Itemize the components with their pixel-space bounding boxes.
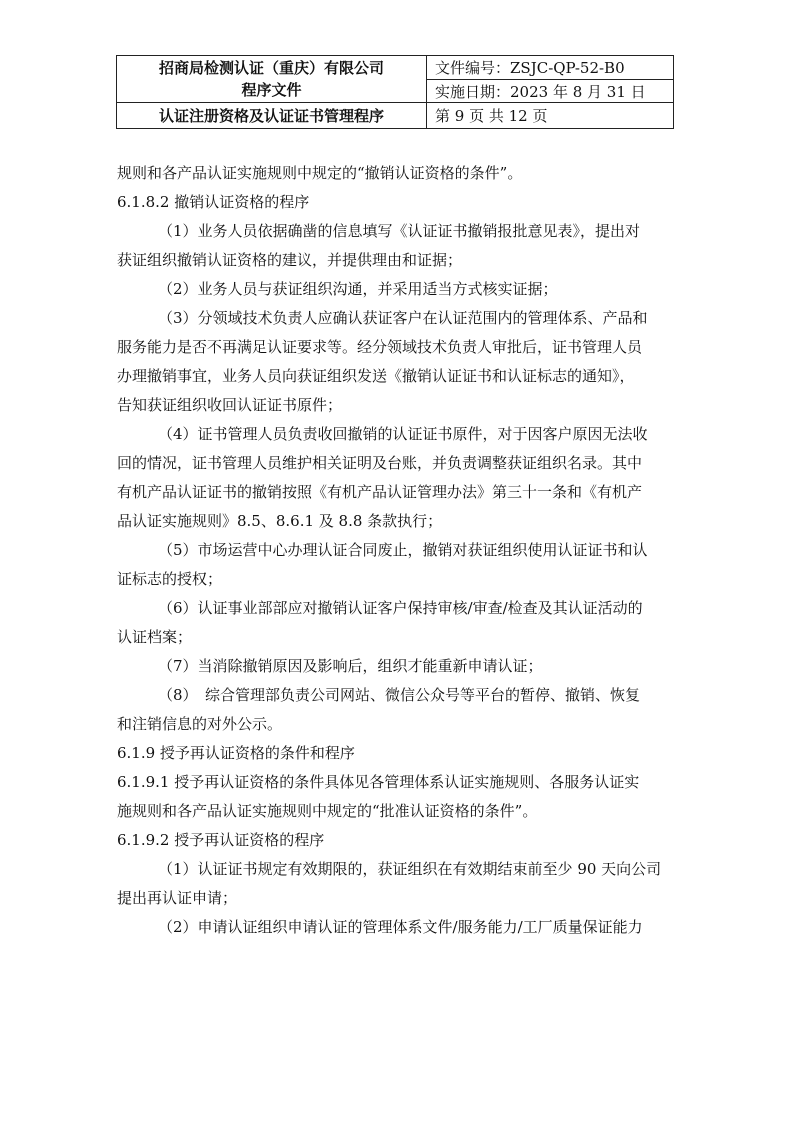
text-line: （3）分领域技术负责人应确认获证客户在认证范围内的管理体系、产品和 xyxy=(158,309,648,327)
header-company-cell xyxy=(117,56,427,103)
doc-type: 程序文件 xyxy=(241,81,302,99)
text-line: 证标志的授权； xyxy=(117,570,223,588)
text-line: 办理撤销事宜，业务人员向获证组织发送《撤销认证证书和认证标志的通知》， xyxy=(117,367,635,385)
text-line: 品认证实施规则》8.5、8.6.1 及 8.8 条款执行； xyxy=(117,512,443,530)
impl-date: 实施日期：2023 年 8 月 31 日 xyxy=(427,80,673,103)
text-line: （6）认证事业部部应对撤销认证客户保持审核/审查/检查及其认证活动的 xyxy=(158,599,643,617)
text-line: （7）当消除撤销原因及影响后，组织才能重新申请认证； xyxy=(158,657,543,675)
doc-number: 文件编号：ZSJC-QP-52-B0 xyxy=(427,56,673,80)
text-line: 规则和各产品认证实施规则中规定的“撤销认证资格的条件”。 xyxy=(117,164,523,182)
text-line: （1）认证证书规定有效期限的，获证组织在有效期结束前至少 90 天向公司 xyxy=(158,860,662,878)
text-line: （1）业务人员依据确凿的信息填写《认证证书撤销报批意见表》，提出对 xyxy=(158,222,641,240)
text-line: 和注销信息的对外公示。 xyxy=(117,715,283,733)
text-line: 获证组织撤销认证资格的建议，并提供理由和证据； xyxy=(117,251,463,269)
text-line: 施规则和各产品认证实施规则中规定的“批准认证资格的条件”。 xyxy=(117,802,538,820)
text-line: 6.1.9.2 授予再认证资格的程序 xyxy=(117,831,325,849)
text-line: （5）市场运营中心办理认证合同废止，撤销对获证组织使用认证证书和认 xyxy=(158,541,648,559)
text-line: （2）申请认证组织申请认证的管理体系文件/服务能力/工厂质量保证能力 xyxy=(158,918,643,936)
text-line: （8） 综合管理部负责公司网站、微信公众号等平台的暂停、撤销、恢复 xyxy=(158,686,641,704)
text-line: （4）证书管理人员负责收回撤销的认证证书原件，对于因客户原因无法收 xyxy=(158,425,648,443)
text-line: 回的情况，证书管理人员维护相关证明及台账，并负责调整获证组织名录。其中 xyxy=(117,454,643,472)
text-line: 6.1.9.1 授予再认证资格的条件具体见各管理体系认证实施规则、各服务认证实 xyxy=(117,773,640,791)
text-line: 认证档案； xyxy=(117,628,193,646)
document-body xyxy=(117,159,675,942)
page-number: 第 9 页 共 12 页 xyxy=(435,107,548,125)
text-line: （2）业务人员与获证组织沟通，并采用适当方式核实证据； xyxy=(158,280,558,298)
text-line: 告知获证组织收回认证证书原件； xyxy=(117,396,343,414)
text-line: 有机产品认证证书的撤销按照《有机产品认证管理办法》第三十一条和《有机产 xyxy=(117,483,643,501)
doc-title: 认证注册资格及认证证书管理程序 xyxy=(117,103,427,128)
text-line: 提出再认证申请； xyxy=(117,889,238,907)
text-line: 6.1.9 授予再认证资格的条件和程序 xyxy=(117,744,355,762)
header-table xyxy=(116,55,674,129)
company-name: 招商局检测认证（重庆）有限公司 xyxy=(158,59,384,77)
text-line: 服务能力是否不再满足认证要求等。经分领域技术负责人审批后，证书管理人员 xyxy=(117,338,643,356)
text-line: 6.1.8.2 撤销认证资格的程序 xyxy=(117,193,310,211)
